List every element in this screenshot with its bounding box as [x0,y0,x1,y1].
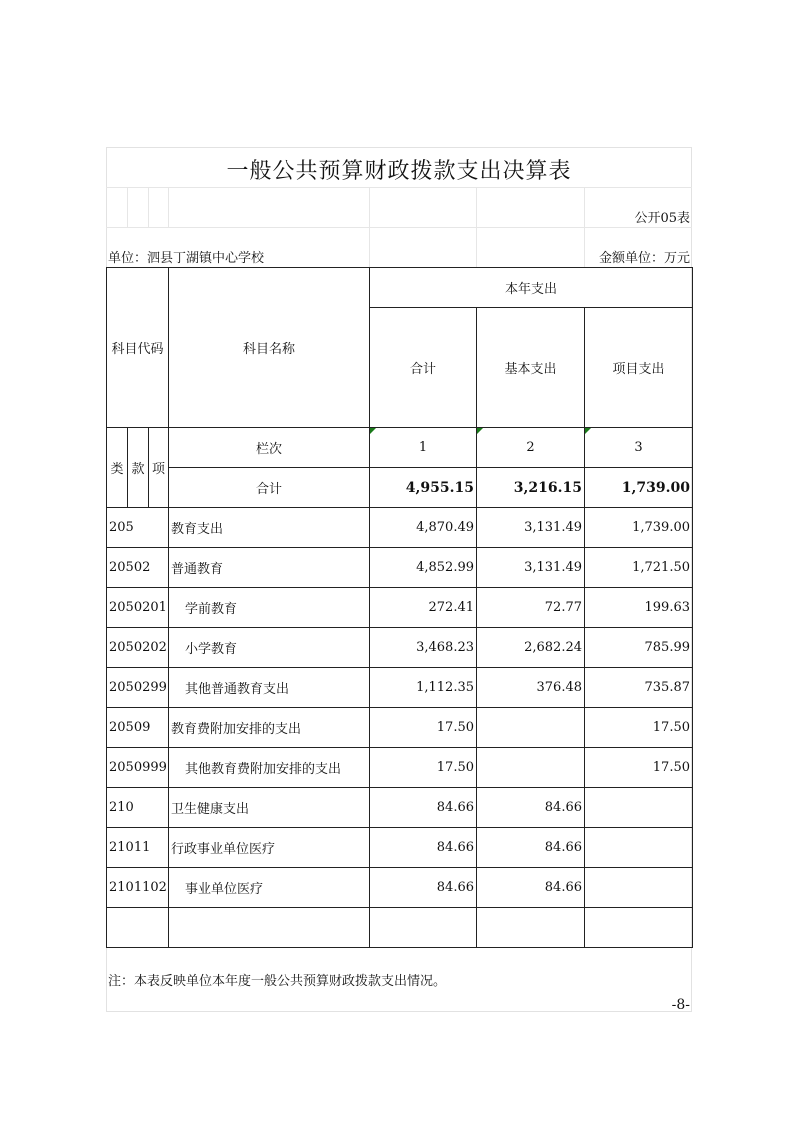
table-row [107,788,693,828]
row-total: 1,112.35 [370,668,477,708]
header-xiang: 项 [149,428,169,508]
gridline [127,187,128,227]
row-code: 205 [107,508,169,548]
row-code: 2050202 [107,628,169,668]
lanci-label: 栏次 [169,428,370,468]
empty-cell [585,908,693,948]
total-basic: 3,216.15 [477,468,585,508]
row-basic: 84.66 [477,828,585,868]
table-row [107,508,693,548]
empty-cell [370,908,477,948]
row-name: 教育支出 [169,508,370,548]
row-code: 2050999 [107,748,169,788]
table-row [107,628,693,668]
gridline [369,187,370,267]
row-project: 199.63 [585,588,693,628]
form-number: 公开05表 [634,211,690,226]
row-total: 17.50 [370,708,477,748]
row-name: 学前教育 [169,588,370,628]
row-project [585,868,693,908]
page-number: -8- [671,997,690,1013]
row-project: 785.99 [585,628,693,668]
row-basic: 84.66 [477,788,585,828]
row-name: 其他教育费附加安排的支出 [169,748,370,788]
row-project: 17.50 [585,748,693,788]
table-row [107,588,693,628]
empty-cell [107,908,169,948]
row-code: 2050299 [107,668,169,708]
header-subject-name: 科目名称 [169,268,370,428]
total-sum: 4,955.15 [370,468,477,508]
table-row [107,748,693,788]
empty-cell [477,908,585,948]
table-row [107,828,693,868]
row-name: 行政事业单位医疗 [169,828,370,868]
header-year-expenditure: 本年支出 [370,268,693,308]
row-project [585,828,693,868]
header-kuan: 款 [128,428,149,508]
header-basic: 基本支出 [477,308,585,428]
row-code: 2050201 [107,588,169,628]
row-name: 事业单位医疗 [169,868,370,908]
footnote: 注：本表反映单位本年度一般公共预算财政拨款支出情况。 [108,974,447,989]
row-basic: 2,682.24 [477,628,585,668]
row-code: 20509 [107,708,169,748]
lanci-2: 2 [477,428,585,468]
row-name: 卫生健康支出 [169,788,370,828]
gridline [106,187,692,188]
row-project: 1,721.50 [585,548,693,588]
page-title: 一般公共预算财政拨款支出决算表 [226,159,572,184]
row-basic [477,708,585,748]
row-basic: 3,131.49 [477,508,585,548]
gridline [148,187,149,227]
row-basic: 3,131.49 [477,548,585,588]
lanci-3: 3 [585,428,693,468]
unit-label: 单位：泗县丁湖镇中心学校 [108,251,265,266]
row-code: 20502 [107,548,169,588]
row-total: 84.66 [370,788,477,828]
row-basic: 84.66 [477,868,585,908]
expenditure-table [106,267,693,948]
row-code: 2101102 [107,868,169,908]
row-project: 17.50 [585,708,693,748]
row-total: 3,468.23 [370,628,477,668]
table-row [107,868,693,908]
row-total: 84.66 [370,828,477,868]
header-total: 合计 [370,308,477,428]
row-basic: 376.48 [477,668,585,708]
row-project [585,788,693,828]
header-lei: 类 [107,428,128,508]
row-total: 17.50 [370,748,477,788]
amount-unit-label: 金额单位：万元 [598,251,690,266]
row-total: 4,870.49 [370,508,477,548]
table-row [107,708,693,748]
row-basic: 72.77 [477,588,585,628]
row-total: 272.41 [370,588,477,628]
row-total: 84.66 [370,868,477,908]
row-name: 教育费附加安排的支出 [169,708,370,748]
table-row [107,668,693,708]
row-name: 小学教育 [169,628,370,668]
row-project: 735.87 [585,668,693,708]
empty-cell [169,908,370,948]
row-total: 4,852.99 [370,548,477,588]
total-label: 合计 [169,468,370,508]
row-name: 普通教育 [169,548,370,588]
header-project: 项目支出 [585,308,693,428]
total-project: 1,739.00 [585,468,693,508]
row-code: 210 [107,788,169,828]
table-row [107,548,693,588]
row-basic [477,748,585,788]
empty-row [107,908,693,948]
gridline [168,187,169,227]
header-subject-code: 科目代码 [107,268,169,428]
row-code: 21011 [107,828,169,868]
row-project: 1,739.00 [585,508,693,548]
row-name: 其他普通教育支出 [169,668,370,708]
lanci-1: 1 [370,428,477,468]
gridline [476,187,477,267]
